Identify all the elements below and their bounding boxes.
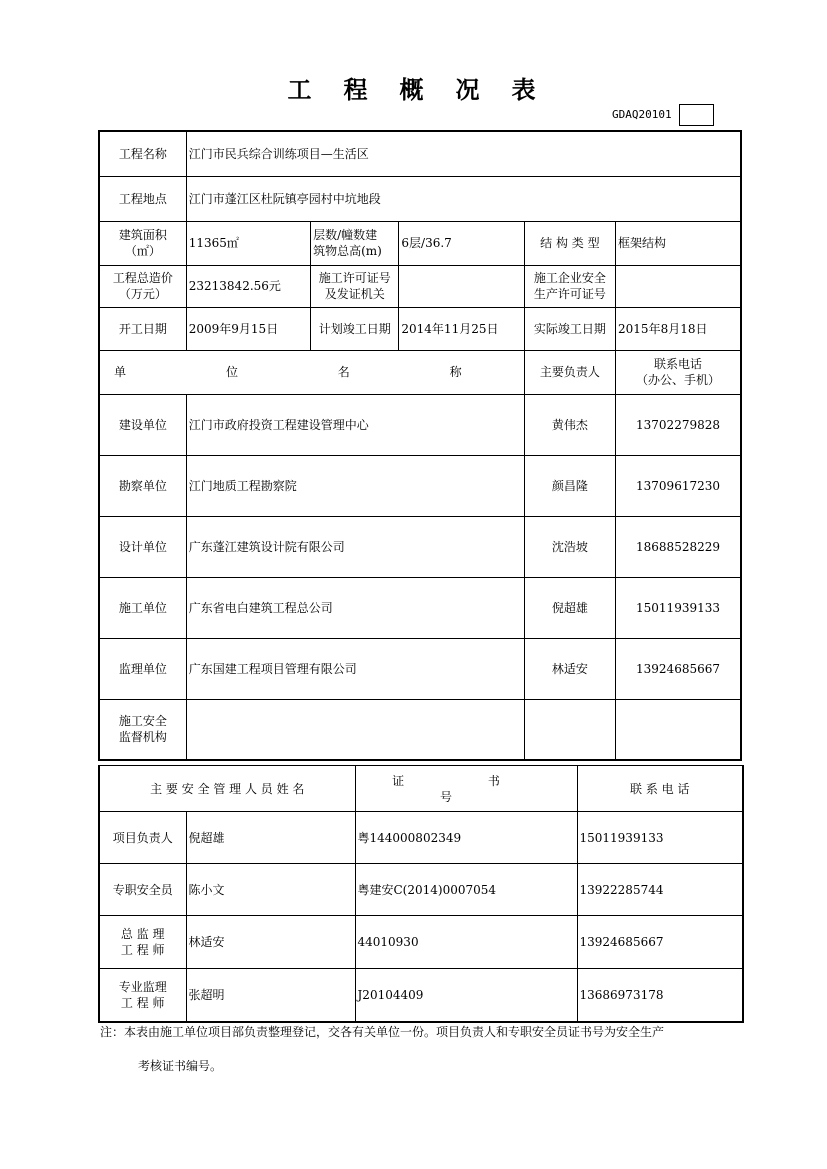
table-row: [99, 577, 741, 638]
permit-label: 施工许可证号 及发证机关: [311, 265, 399, 307]
staff-name: 张超明: [186, 969, 355, 1022]
unit-head: [524, 699, 615, 760]
table-row: [99, 638, 741, 699]
staff-cert: 44010930: [355, 916, 577, 969]
floors-label: 层数/幢数建 筑物总高(m): [311, 221, 399, 265]
start-date-label: 开工日期: [99, 307, 186, 350]
unit-phone: [616, 699, 741, 760]
structure-value: 框架结构: [616, 221, 741, 265]
staff-cert: 粤144000802349: [355, 812, 577, 864]
title-char: 工: [287, 75, 316, 104]
staff-name: 陈小文: [186, 864, 355, 916]
staff-cert: J20104409: [355, 969, 577, 1022]
staff-name-header: 主 要 安 全 管 理 人 员 姓 名: [99, 766, 355, 812]
cost-label: 工程总造价 （万元）: [99, 265, 186, 307]
unit-head: 沈浩坡: [524, 516, 615, 577]
unit-phone: 18688528229: [616, 516, 741, 577]
area-value: 11365㎡: [186, 221, 310, 265]
structure-label: 结 构 类 型: [524, 221, 615, 265]
unit-phone: 13709617230: [616, 455, 741, 516]
table-row: [99, 812, 743, 864]
page-title: [0, 70, 827, 105]
project-location-label: 工程地点: [99, 176, 186, 221]
unit-type: 设计单位: [99, 516, 186, 577]
unit-name: 江门市政府投资工程建设管理中心: [186, 394, 524, 455]
staff-name: 倪超雄: [186, 812, 355, 864]
unit-type: 监理单位: [99, 638, 186, 699]
unit-type: 建设单位: [99, 394, 186, 455]
staff-table: [98, 765, 744, 1023]
staff-phone: 15011939133: [577, 812, 743, 864]
planned-end-label: 计划竣工日期: [311, 307, 399, 350]
form-code-box: [679, 104, 714, 126]
actual-end-label: 实际竣工日期: [524, 307, 615, 350]
staff-role: 总 监 理 工 程 师: [99, 916, 186, 969]
table-row: [99, 394, 741, 455]
unit-name: 广东国建工程项目管理有限公司: [186, 638, 524, 699]
table-row: [99, 699, 741, 760]
unit-type: 施工安全 监督机构: [99, 699, 186, 760]
unit-name-header: 单 位 名 称: [99, 350, 524, 394]
footnote-continued: 考核证书编号。: [138, 1059, 223, 1073]
staff-cert-header: 证 书 号: [355, 766, 577, 812]
staff-phone-header: 联 系 电 话: [577, 766, 743, 812]
unit-type: 勘察单位: [99, 455, 186, 516]
footnote: 注：本表由施工单位项目部负责整理登记，交各有关单位一份。项目负责人和专职安全员证书号为安全生产: [100, 1025, 665, 1039]
unit-type: 施工单位: [99, 577, 186, 638]
unit-name: 广东蓬江建筑设计院有限公司: [186, 516, 524, 577]
floors-value: 6层/36.7: [399, 221, 524, 265]
project-info-table: [98, 130, 742, 761]
staff-role: 专业监理 工 程 师: [99, 969, 186, 1022]
staff-role: 专职安全员: [99, 864, 186, 916]
unit-phone: 13924685667: [616, 638, 741, 699]
project-name-label: 工程名称: [99, 131, 186, 176]
unit-phone-header: 联系电话 （办公、手机）: [616, 350, 741, 394]
unit-name: 江门地质工程勘察院: [186, 455, 524, 516]
table-row: [99, 455, 741, 516]
project-name-value: 江门市民兵综合训练项目—生活区: [186, 131, 741, 176]
staff-role: 项目负责人: [99, 812, 186, 864]
unit-phone: 13702279828: [616, 394, 741, 455]
unit-phone: 15011939133: [616, 577, 741, 638]
actual-end-value: 2015年8月18日: [616, 307, 741, 350]
table-row: [99, 969, 743, 1022]
area-label: 建筑面积 （㎡）: [99, 221, 186, 265]
safety-permit-value: [616, 265, 741, 307]
unit-name: [186, 699, 524, 760]
staff-phone: 13924685667: [577, 916, 743, 969]
unit-head: 颜昌隆: [524, 455, 615, 516]
unit-head: 林适安: [524, 638, 615, 699]
safety-permit-label: 施工企业安全 生产许可证号: [524, 265, 615, 307]
title-char: 况: [455, 75, 484, 104]
unit-head: 黄伟杰: [524, 394, 615, 455]
staff-cert: 粤建安C(2014)0007054: [355, 864, 577, 916]
title-char: 程: [343, 75, 372, 104]
staff-phone: 13686973178: [577, 969, 743, 1022]
permit-value: [399, 265, 524, 307]
table-row: [99, 516, 741, 577]
table-row: [99, 864, 743, 916]
table-row: [99, 916, 743, 969]
unit-name: 广东省电白建筑工程总公司: [186, 577, 524, 638]
staff-phone: 13922285744: [577, 864, 743, 916]
form-code: GDAQ20101: [612, 108, 672, 121]
unit-head: 倪超雄: [524, 577, 615, 638]
planned-end-value: 2014年11月25日: [399, 307, 524, 350]
staff-name: 林适安: [186, 916, 355, 969]
title-char: 表: [511, 75, 540, 104]
title-char: 概: [399, 75, 428, 104]
start-date-value: 2009年9月15日: [186, 307, 310, 350]
unit-head-header: 主要负责人: [524, 350, 615, 394]
cost-value: 23213842.56元: [186, 265, 310, 307]
project-location-value: 江门市蓬江区杜阮镇亭园村中坑地段: [186, 176, 741, 221]
